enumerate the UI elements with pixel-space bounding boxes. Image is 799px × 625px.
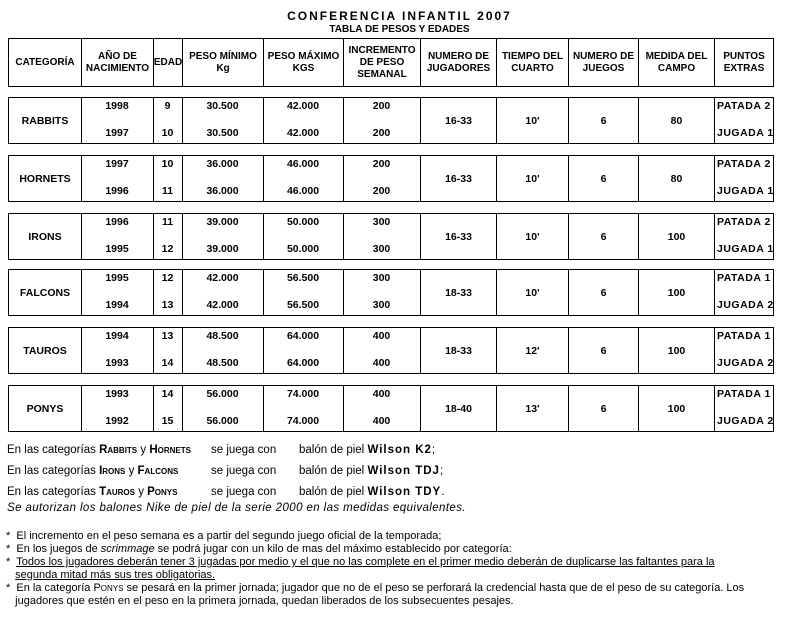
time-value: 10': [525, 230, 540, 243]
page-subtitle: TABLA DE PESOS Y EDADES: [329, 24, 470, 35]
extra-points: JUGADA 2: [717, 357, 774, 369]
birth-year: 1997: [105, 127, 129, 139]
extra-points: PATADA 1: [717, 388, 771, 400]
games-value: 6: [600, 286, 607, 299]
birth-year: 1997: [105, 158, 129, 170]
ball-note: En las categorías Rabbits y Hornets: [7, 444, 191, 456]
birth-year: 1994: [105, 330, 129, 342]
birth-year: 1995: [105, 243, 129, 255]
weight-increment: 400: [372, 357, 391, 369]
players-value: 16-33: [445, 114, 472, 127]
field-value: 80: [670, 172, 683, 185]
field-value: 100: [667, 344, 686, 357]
column-header: CATEGORÍA: [8, 38, 82, 87]
max-weight: 56.500: [286, 272, 320, 284]
max-weight: 42.000: [286, 100, 320, 112]
weight-increment: 200: [372, 100, 391, 112]
weight-increment: 300: [372, 243, 391, 255]
footnote-1: * El incremento en el peso semana es a partir del segundo juego oficial de la temporada;: [6, 530, 442, 542]
weight-increment: 400: [372, 330, 391, 342]
field-value: 100: [667, 402, 686, 415]
extra-points: JUGADA 2: [717, 299, 774, 311]
weight-increment: 200: [372, 127, 391, 139]
field-value: 100: [667, 286, 686, 299]
ball-note-plays: se juega con: [211, 444, 277, 456]
min-weight: 39.000: [206, 216, 239, 228]
category-name: HORNETS: [19, 172, 71, 185]
birth-year: 1994: [105, 299, 129, 311]
category-name: TAUROS: [23, 344, 67, 357]
ball-note: En las categorías Irons y Falcons: [7, 465, 179, 477]
games-value: 6: [600, 172, 607, 185]
extra-points: PATADA 1: [717, 330, 771, 342]
weight-increment: 400: [372, 415, 391, 427]
page-title: CONFERENCIA INFANTIL 2007: [287, 9, 512, 23]
min-weight: 48.500: [206, 357, 239, 369]
max-weight: 46.000: [286, 158, 320, 170]
birth-year: 1992: [105, 415, 129, 427]
players-value: 16-33: [445, 172, 472, 185]
age: 11: [161, 216, 174, 228]
category-name: RABBITS: [21, 114, 69, 127]
min-weight: 30.500: [206, 127, 239, 139]
max-weight: 74.000: [286, 415, 320, 427]
age: 14: [161, 388, 174, 400]
footnote-4: * En la categoría Ponys se pesará en la primer jornada; jugador que no de el peso se perforará la credencial hasta que de el peso de su categoría. Los jugadores que estén en el peso en la primera jornada, quedan liberados de los subsecuentes pesajes.: [6, 582, 745, 607]
birth-year: 1996: [105, 185, 129, 197]
min-weight: 56.000: [206, 415, 239, 427]
column-header: TIEMPO DEL CUARTO: [496, 38, 569, 87]
birth-year: 1995: [105, 272, 129, 284]
max-weight: 42.000: [286, 127, 320, 139]
players-value: 18-33: [445, 286, 472, 299]
min-weight: 42.000: [206, 299, 239, 311]
weight-increment: 400: [372, 388, 391, 400]
players-value: 18-40: [445, 402, 472, 415]
age: 10: [161, 127, 174, 139]
ball-note-plays: se juega con: [211, 465, 277, 477]
ball-note-brand: balón de piel Wilson K2;: [299, 444, 436, 456]
min-weight: 56.000: [206, 388, 239, 400]
max-weight: 64.000: [286, 357, 320, 369]
extra-points: JUGADA 1: [717, 243, 774, 255]
weight-increment: 300: [372, 216, 391, 228]
column-header: NUMERO DE JUGADORES: [420, 38, 497, 87]
extra-points: PATADA 1: [717, 272, 771, 284]
max-weight: 50.000: [286, 216, 320, 228]
column-header: AÑO DE NACIMIENTO: [81, 38, 154, 87]
min-weight: 42.000: [206, 272, 239, 284]
games-value: 6: [600, 114, 607, 127]
min-weight: 36.000: [206, 185, 239, 197]
weight-increment: 200: [372, 158, 391, 170]
min-weight: 36.000: [206, 158, 239, 170]
birth-year: 1996: [105, 216, 129, 228]
column-header: PESO MÁXIMO KGS: [263, 38, 344, 87]
extra-points: JUGADA 1: [717, 185, 774, 197]
age: 13: [161, 299, 174, 311]
extra-points: PATADA 2: [717, 216, 771, 228]
min-weight: 48.500: [206, 330, 239, 342]
column-header: INCREMENTO DE PESO SEMANAL: [343, 38, 421, 87]
age: 11: [161, 185, 174, 197]
max-weight: 46.000: [286, 185, 320, 197]
extra-points: JUGADA 1: [717, 127, 774, 139]
ball-note: En las categorías Tauros y Ponys: [7, 486, 178, 498]
category-name: FALCONS: [19, 286, 71, 299]
column-header: PUNTOS EXTRAS: [714, 38, 774, 87]
age: 12: [161, 272, 174, 284]
column-header: EDAD: [153, 38, 183, 87]
extra-points: PATADA 2: [717, 100, 771, 112]
column-header: MEDIDA DEL CAMPO: [638, 38, 715, 87]
weight-increment: 300: [372, 272, 391, 284]
field-value: 80: [670, 114, 683, 127]
games-value: 6: [600, 230, 607, 243]
ball-note-brand: balón de piel Wilson TDJ;: [299, 465, 444, 477]
column-header: NUMERO DE JUEGOS: [568, 38, 639, 87]
time-value: 12': [525, 344, 540, 357]
time-value: 13': [525, 402, 540, 415]
weight-increment: 300: [372, 299, 391, 311]
ball-note-plays: se juega con: [211, 486, 277, 498]
age: 9: [164, 100, 171, 112]
age: 12: [161, 243, 174, 255]
time-value: 10': [525, 286, 540, 299]
time-value: 10': [525, 172, 540, 185]
age: 14: [161, 357, 174, 369]
age: 10: [161, 158, 174, 170]
footnote-2: * En los juegos de scrimmage se podrá jugar con un kilo de mas del máximo establecido por categoría:: [6, 543, 512, 555]
max-weight: 50.000: [286, 243, 320, 255]
category-name: IRONS: [28, 230, 62, 243]
extra-points: PATADA 2: [717, 158, 771, 170]
min-weight: 39.000: [206, 243, 239, 255]
max-weight: 74.000: [286, 388, 320, 400]
min-weight: 30.500: [206, 100, 239, 112]
weight-increment: 200: [372, 185, 391, 197]
games-value: 6: [600, 402, 607, 415]
field-value: 100: [667, 230, 686, 243]
players-value: 18-33: [445, 344, 472, 357]
time-value: 10': [525, 114, 540, 127]
category-name: PONYS: [26, 402, 64, 415]
birth-year: 1993: [105, 388, 129, 400]
age: 15: [161, 415, 174, 427]
max-weight: 56.500: [286, 299, 320, 311]
age: 13: [161, 330, 174, 342]
birth-year: 1993: [105, 357, 129, 369]
column-header: PESO MÍNIMO Kg: [182, 38, 264, 87]
games-value: 6: [600, 344, 607, 357]
birth-year: 1998: [105, 100, 129, 112]
extra-points: JUGADA 2: [717, 415, 774, 427]
ball-note-brand: balón de piel Wilson TDY.: [299, 486, 445, 498]
nike-note: Se autorizan los balones Nike de piel de la serie 2000 en las medidas equivalentes.: [7, 502, 466, 514]
players-value: 16-33: [445, 230, 472, 243]
footnote-3: * Todos los jugadores deberán tener 3 jugadas por medio y el que no las complete en el primer medio deberán de duplicarse las faltantes para la segunda mitad más sus tres obligatorias.: [6, 556, 715, 581]
max-weight: 64.000: [286, 330, 320, 342]
